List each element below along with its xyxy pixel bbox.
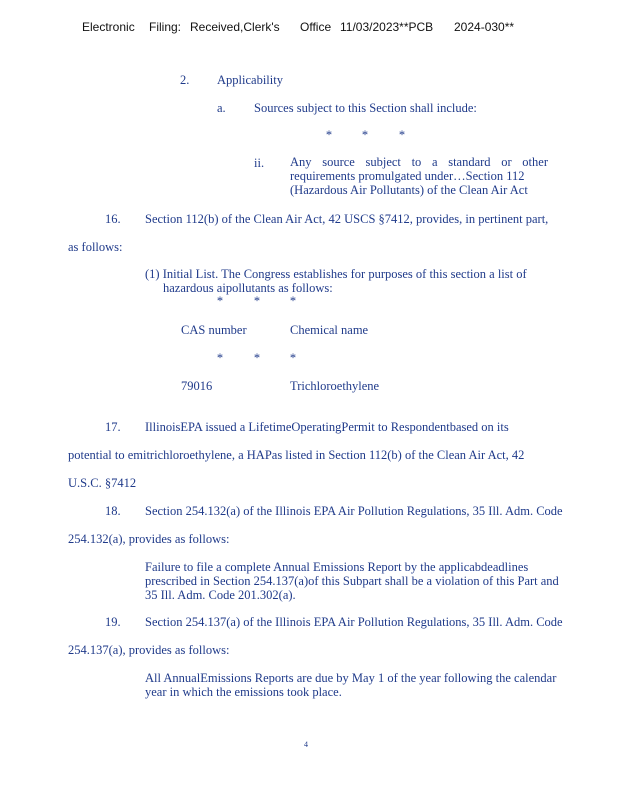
section-title: Applicability — [217, 73, 283, 87]
table-cell-chemical: Trichloroethylene — [290, 379, 380, 393]
header-electronic: Electronic — [82, 20, 135, 34]
subsection-a-label: a. — [217, 101, 226, 115]
page-number: 4 — [304, 740, 308, 749]
para-18-number: 18. — [105, 504, 121, 518]
para-16-line: as follows: — [68, 240, 123, 254]
header-office: Office — [300, 20, 332, 34]
table-header-chemical: Chemical name — [290, 323, 369, 337]
para-18-line: Section 254.132(a) of the Illinois EPA Air Pollution Regulations, 35 Ill. Adm. Code — [145, 504, 563, 518]
para-17-line: IllinoisEPA issued a LifetimeOperatingPermit to Respondentbased on its — [145, 420, 509, 434]
para-17-line: U.S.C. §7412 — [68, 476, 137, 490]
ellipsis-star: * — [289, 294, 297, 308]
section-number: 2. — [180, 73, 190, 87]
ellipsis-star: * — [398, 128, 406, 142]
quote-line: Failure to file a complete Annual Emissions Report by the applicabdeadlines — [145, 560, 529, 574]
ellipsis-star: * — [253, 351, 261, 365]
quote-line: 35 Ill. Adm. Code 201.302(a). — [145, 588, 296, 602]
para-19-line: 254.137(a), provides as follows: — [68, 643, 230, 657]
para-19-line: Section 254.137(a) of the Illinois EPA Air Pollution Regulations, 35 Ill. Adm. Code — [145, 615, 563, 629]
quote-line: All AnnualEmissions Reports are due by May 1 of the year following the calendar — [145, 671, 557, 685]
ellipsis-star: * — [253, 294, 261, 308]
header-filing: Filing: — [149, 20, 182, 34]
para-16-number: 16. — [105, 212, 121, 226]
quote-line: hazardous aipollutants as follows: — [163, 281, 333, 295]
para-16-line: Section 112(b) of the Clean Air Act, 42 USCS §7412, provides, in pertinent part, — [145, 212, 549, 226]
ellipsis-star: * — [325, 128, 333, 142]
ellipsis-star: * — [289, 351, 297, 365]
subsection-ii-line: (Hazardous Air Pollutants) of the Clean Air Act — [290, 183, 528, 197]
subsection-a-text: Sources subject to this Section shall include: — [254, 101, 477, 115]
subsection-ii-line: requirements promulgated under…Section 112 — [290, 169, 525, 183]
table-cell-cas: 79016 — [181, 379, 213, 393]
quote-line: year in which the emissions took place. — [145, 685, 342, 699]
quote-line: (1) Initial List. The Congress establishes for purposes of this section a list of — [145, 267, 527, 281]
header-date: 11/03/2023**PCB — [340, 20, 434, 34]
ellipsis-star: * — [361, 128, 369, 142]
para-19-number: 19. — [105, 615, 121, 629]
ellipsis-star: * — [216, 294, 224, 308]
header-received: Received,Clerk's — [190, 20, 280, 34]
subsection-ii-line: Any source subject to a standard or other — [290, 155, 548, 169]
para-18-line: 254.132(a), provides as follows: — [68, 532, 230, 546]
quote-line: prescribed in Section 254.137(a)of this Subpart shall be a violation of this Part and — [145, 574, 559, 588]
ellipsis-star: * — [216, 351, 224, 365]
para-17-line: potential to emitrichloroethylene, a HAPas listed in Section 112(b) of the Clean Air Act, 42 — [68, 448, 525, 462]
subsection-ii-label: ii. — [254, 156, 265, 170]
header-docket: 2024-030** — [454, 20, 515, 34]
table-header-cas: CAS number — [181, 323, 247, 337]
para-17-number: 17. — [105, 420, 121, 434]
